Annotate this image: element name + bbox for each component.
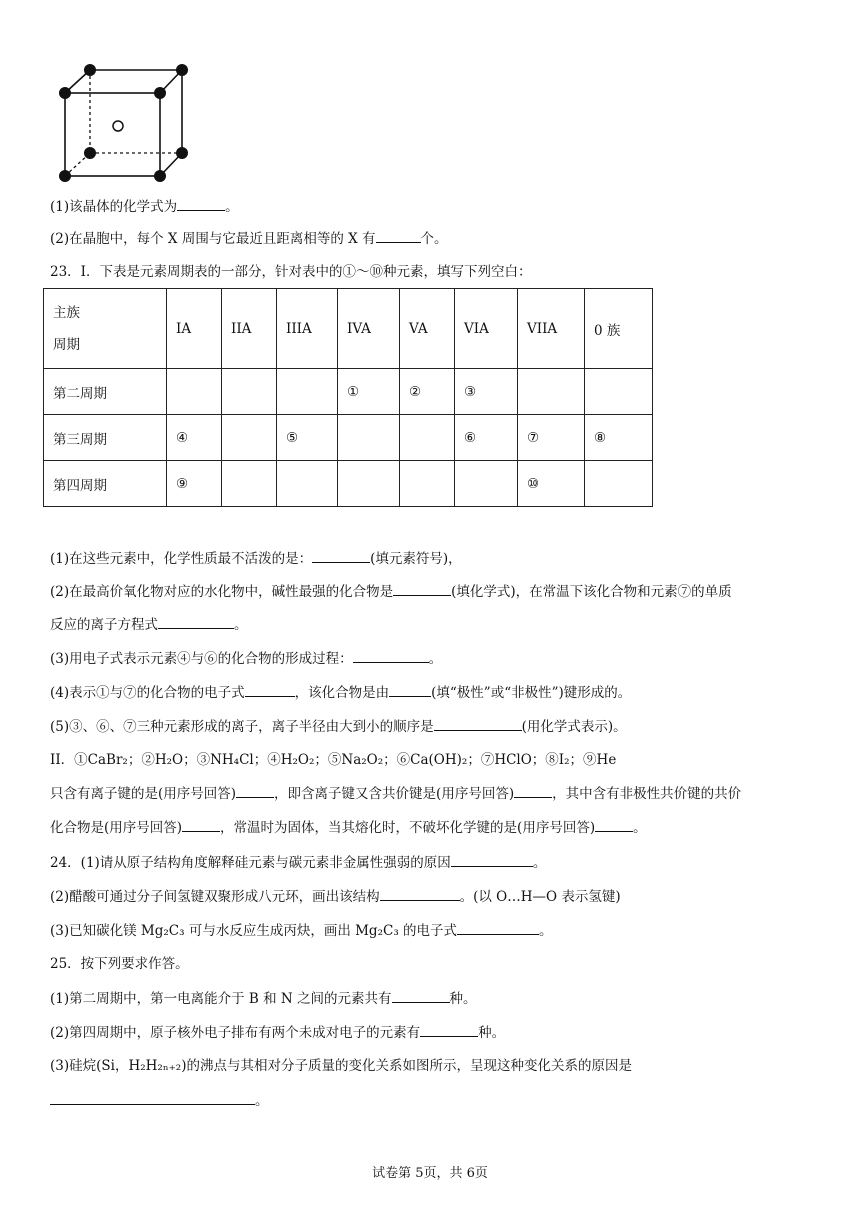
answer-blank[interactable]: [451, 852, 533, 867]
q25-part1: (1)第二周期中，第一电离能介于 B 和 N 之间的元素共有 种。: [50, 988, 477, 1009]
table-row: [44, 415, 653, 461]
element-cell: ④: [167, 415, 222, 461]
period-label: 第二周期: [44, 369, 167, 415]
q24-part3: (3)已知碳化镁 Mg₂C₃ 可与水反应生成丙炔，画出 Mg₂C₃ 的电子式 。: [50, 920, 553, 941]
answer-blank[interactable]: [434, 716, 522, 731]
q23-intro: 23．I．下表是元素周期表的一部分，针对表中的①～⑩种元素，填写下列空白：: [50, 264, 532, 280]
group-header: VIIA: [518, 289, 585, 369]
q25-part3: (3)硅烷(Si，H₂H₂ₙ₊₂)的沸点与其相对分子质量的变化关系如图所示，呈现这种变化关系的原因是: [50, 1058, 632, 1074]
answer-blank[interactable]: [595, 817, 633, 832]
element-cell: [222, 369, 277, 415]
q23-part4: (4)表示①与⑦的化合物的电子式 ，该化合物是由 (填“极性”或“非极性”)键形成的。: [50, 682, 631, 703]
element-cell: ⑦: [518, 415, 585, 461]
answer-blank[interactable]: [514, 783, 552, 798]
answer-blank[interactable]: [353, 648, 429, 663]
q23-part5: (5)③、⑥、⑦三种元素形成的离子，离子半径由大到小的顺序是 (用化学式表示)。: [50, 716, 627, 737]
cube-hidden-edges: [65, 70, 182, 176]
answer-blank[interactable]: [376, 228, 421, 243]
q25-part3-cont: 。: [50, 1090, 269, 1111]
element-cell: ⑨: [167, 461, 222, 507]
center-atom: [113, 121, 123, 131]
answer-blank[interactable]: [177, 196, 225, 211]
element-cell: [455, 461, 518, 507]
q24-part2: (2)醋酸可通过分子间氢键双聚形成八元环，画出该结构 。(以 O…H—O 表示氢键): [50, 886, 621, 907]
answer-blank[interactable]: [236, 783, 274, 798]
element-cell: [400, 415, 455, 461]
q22-part1: (1)该晶体的化学式为 。: [50, 196, 239, 217]
answer-blank[interactable]: [420, 1022, 478, 1037]
element-cell: ③: [455, 369, 518, 415]
answer-blank[interactable]: [457, 920, 539, 935]
group-header: IVA: [338, 289, 400, 369]
element-cell: [338, 461, 400, 507]
q23-part2-cont: 反应的离子方程式 。: [50, 614, 248, 635]
q25-intro: 25．按下列要求作答。: [50, 956, 189, 972]
answer-blank[interactable]: [389, 682, 431, 697]
element-cell: [222, 415, 277, 461]
periodic-table: [43, 288, 653, 507]
group-header: IIA: [222, 289, 277, 369]
answer-blank[interactable]: [50, 1090, 255, 1105]
element-cell: [585, 369, 653, 415]
q23-part3: (3)用电子式表示元素④与⑥的化合物的形成过程： 。: [50, 648, 442, 669]
answer-blank[interactable]: [380, 886, 460, 901]
q23-part2: (2)在最高价氧化物对应的水化物中，碱性最强的化合物是 (填化学式)，在常温下该化合物和元素⑦的单质: [50, 581, 732, 602]
group-header: IA: [167, 289, 222, 369]
element-cell: ⑤: [277, 415, 338, 461]
q23-part1: (1)在这些元素中，化学性质最不活泼的是： (填元素符号)，: [50, 548, 462, 569]
element-cell: ①: [338, 369, 400, 415]
element-cell: [400, 461, 455, 507]
answer-blank[interactable]: [158, 614, 234, 629]
element-cell: [167, 369, 222, 415]
page-footer: 试卷第 5页，共 6页: [372, 1166, 488, 1181]
element-cell: ②: [400, 369, 455, 415]
element-cell: ⑧: [585, 415, 653, 461]
element-cell: [277, 369, 338, 415]
group-header: VIA: [455, 289, 518, 369]
group-header: VA: [400, 289, 455, 369]
element-cell: [518, 369, 585, 415]
q23-part2-question-cont: 化合物是(用序号回答) ，常温时为固体，当其熔化时，不破坏化学键的是(用序号回答) 。: [50, 817, 647, 838]
q23-part2-list: II．①CaBr₂；②H₂O；③NH₄Cl；④H₂O₂；⑤Na₂O₂；⑥Ca(OH)₂；⑦HClO；⑧I₂；⑨He: [50, 752, 617, 768]
answer-blank[interactable]: [392, 988, 450, 1003]
group-header: IIIA: [277, 289, 338, 369]
answer-blank[interactable]: [312, 548, 370, 563]
answer-blank[interactable]: [182, 817, 220, 832]
table-row: [44, 461, 653, 507]
element-cell: ⑥: [455, 415, 518, 461]
table-row: [44, 369, 653, 415]
crystal-cell-figure: [50, 58, 200, 183]
q23-part2-question: 只含有离子键的是(用序号回答) ，即含离子键又含共价键是(用序号回答) ，其中含有非极性共价键的共价: [50, 783, 741, 804]
period-label: 第三周期: [44, 415, 167, 461]
element-cell: [338, 415, 400, 461]
element-cell: [277, 461, 338, 507]
answer-blank[interactable]: [393, 581, 451, 596]
element-cell: [585, 461, 653, 507]
element-cell: [222, 461, 277, 507]
group-header: 0 族: [585, 289, 653, 369]
table-corner-header: 主族 周期: [44, 289, 167, 369]
period-label: 第四周期: [44, 461, 167, 507]
q24-part1: 24．(1)请从原子结构角度解释硅元素与碳元素非金属性强弱的原因 。: [50, 852, 546, 873]
q22-part2: (2)在晶胞中，每个 X 周围与它最近且距离相等的 X 有 个。: [50, 228, 448, 249]
element-cell: ⑩: [518, 461, 585, 507]
q25-part2: (2)第四周期中，原子核外电子排布有两个未成对电子的元素有 种。: [50, 1022, 505, 1043]
answer-blank[interactable]: [245, 682, 295, 697]
